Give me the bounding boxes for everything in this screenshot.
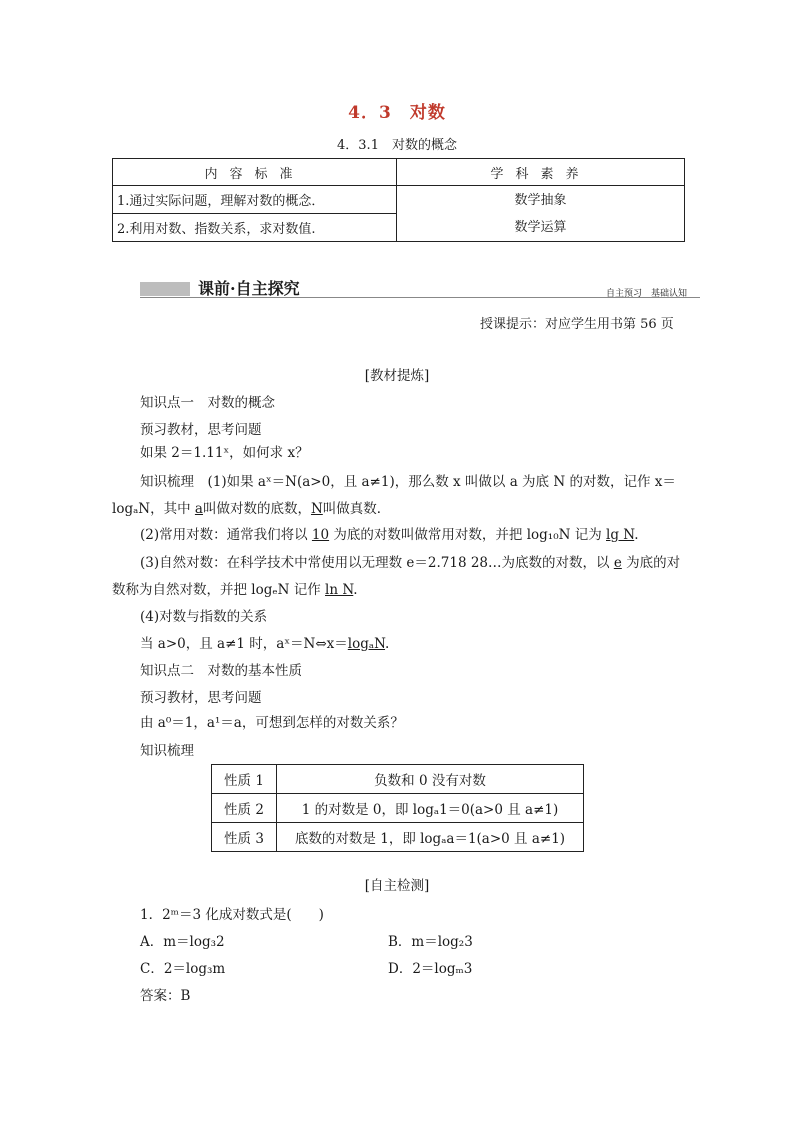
kp1-question: 如果 2＝1.11ˣ，如何求 x？ xyxy=(140,445,309,461)
kp1-line5 xyxy=(140,632,389,652)
kp1-title: 知识点一 对数的概念 xyxy=(140,395,275,411)
literacy-item: 数学抽象 xyxy=(514,192,567,208)
text: . xyxy=(634,527,639,543)
kp2-preview: 预习教材，思考问题 xyxy=(140,690,262,706)
textbook-heading: [教材提炼] xyxy=(364,368,430,384)
text: . xyxy=(385,636,390,652)
kp1-line3a xyxy=(140,551,680,571)
kp1-preview: 预习教材，思考问题 xyxy=(140,422,262,438)
section-title: 课前·自主探究 xyxy=(198,279,300,298)
content-item: 2.利用对数、指数关系，求对数值. xyxy=(113,214,397,242)
property-name: 性质 2 xyxy=(212,794,277,823)
content-standard-header: 内容标准 xyxy=(113,159,397,186)
text: (2)常用对数：通常我们将以 xyxy=(140,527,312,543)
underlined-answer: ln N xyxy=(325,582,354,598)
text: 数称为自然对数，并把 logₑN 记作 xyxy=(112,582,326,598)
section-divider xyxy=(140,297,700,298)
content-item: 1.通过实际问题，理解对数的概念． xyxy=(113,186,397,214)
property-text: 底数的对数是 1，即 logₐa＝1(a>0 且 a≠1) xyxy=(277,823,584,852)
text: 为底的对 xyxy=(621,555,681,571)
text: 当 a>0，且 a≠1 时，aˣ＝N⇔x＝ xyxy=(140,636,348,652)
kp1-line2 xyxy=(140,523,639,543)
page-title: 4．3 对数 xyxy=(348,103,446,123)
section-right-label: 自主预习 基础认知 xyxy=(606,289,688,299)
kp1-line4: (4)对数与指数的关系 xyxy=(140,609,268,625)
literacy-cell xyxy=(397,186,685,242)
option-c: C．2＝log₃m xyxy=(140,961,226,977)
lesson-hint: 授课提示：对应学生用书第 56 页 xyxy=(480,317,674,332)
kp1-line3b xyxy=(112,578,358,598)
text: (3)自然对数：在科学技术中常使用以无理数 e＝2.718 28…为底数的对数，以 xyxy=(140,555,614,571)
underlined-answer: logₐN xyxy=(347,636,386,652)
kp2-question: 由 a⁰＝1，a¹＝a，可想到怎样的对数关系？ xyxy=(140,715,404,731)
kp1-line1b xyxy=(112,497,390,517)
property-name: 性质 1 xyxy=(212,765,277,794)
section-band xyxy=(140,282,190,296)
text: . xyxy=(353,582,358,598)
underlined-answer: e xyxy=(613,555,622,571)
kp1-line1a: 知识梳理 (1)如果 aˣ＝N(a>0，且 a≠1)，那么数 x 叫做以 a 为底 N 的对数，记作 x＝ xyxy=(140,474,676,490)
property-text: 1 的对数是 0，即 logₐ1＝0(a>0 且 a≠1) xyxy=(277,794,584,823)
underlined-answer: 10 xyxy=(311,527,330,543)
option-d: D．2＝logₘ3 xyxy=(388,961,473,977)
page-subtitle: 4．3.1 对数的概念 xyxy=(337,138,457,153)
table-row xyxy=(212,823,584,852)
literacy-header: 学科素养 xyxy=(397,159,685,186)
underlined-answer: N xyxy=(310,501,323,517)
text: 叫做真数． xyxy=(322,501,391,517)
table-row xyxy=(212,765,584,794)
underlined-answer: lg N xyxy=(606,527,635,543)
table-row xyxy=(212,794,584,823)
property-text: 负数和 0 没有对数 xyxy=(277,765,584,794)
text: logₐN，其中 xyxy=(112,501,195,517)
objectives-table xyxy=(112,158,685,242)
question-1: 1．2ᵐ＝3 化成对数式是( ) xyxy=(140,907,324,923)
kp2-summary: 知识梳理 xyxy=(140,743,194,759)
properties-table xyxy=(211,764,584,852)
option-a: A．m＝log₃2 xyxy=(140,934,225,950)
property-name: 性质 3 xyxy=(212,823,277,852)
literacy-item: 数学运算 xyxy=(514,219,567,235)
answer: 答案：B xyxy=(140,988,191,1004)
kp2-title: 知识点二 对数的基本性质 xyxy=(140,663,302,679)
underlined-answer: a xyxy=(194,501,203,517)
text: 为底的对数叫做常用对数，并把 log₁₀N 记为 xyxy=(329,527,606,543)
option-b: B．m＝log₂3 xyxy=(388,934,473,950)
selfcheck-heading: [自主检测] xyxy=(364,878,430,894)
text: 叫做对数的底数， xyxy=(202,501,311,517)
